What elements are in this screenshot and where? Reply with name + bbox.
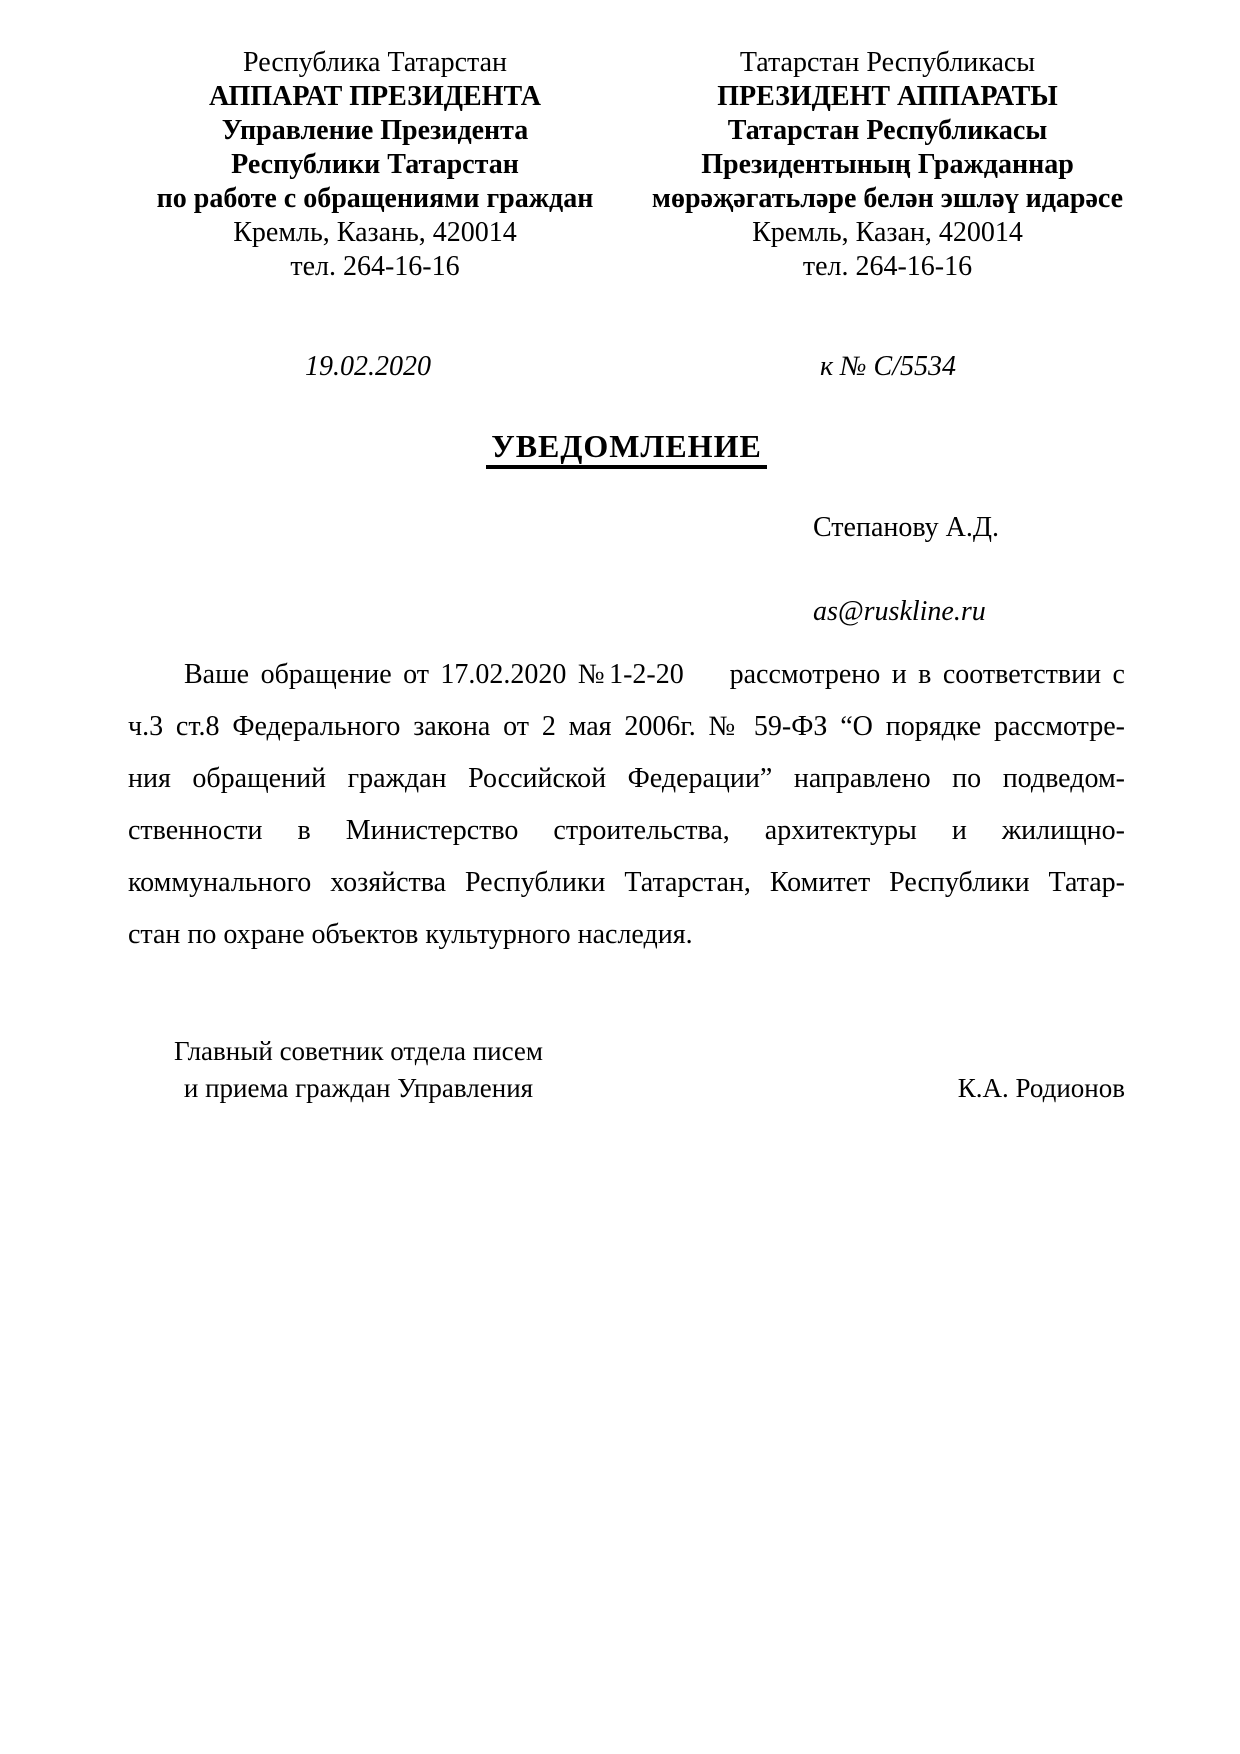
letterhead — [128, 46, 1125, 284]
letterhead-address: Кремль, Казан, 420014 — [752, 217, 1023, 248]
addressee-email: as@ruskline.ru — [813, 596, 986, 627]
signer-position-line: Главный советник отдела писем — [174, 1036, 543, 1066]
letterhead-russian — [128, 46, 622, 284]
document-title: УВЕДОМЛЕНИЕ — [486, 428, 767, 469]
letterhead-line: ПРЕЗИДЕНТ АППАРАТЫ — [717, 81, 1058, 112]
document-number: к № С/5534 — [820, 351, 956, 382]
letterhead-line: Республика Татарстан — [242, 47, 508, 78]
letterhead-line: Управление Президента — [221, 115, 529, 146]
body-line: ч.3 ст.8 Федерального закона от 2 мая 2006г. № 59-ФЗ “О порядке рассмотре- — [128, 711, 1125, 742]
document-date: 19.02.2020 — [305, 351, 431, 382]
letterhead-line: Татарстан Республикасы — [727, 115, 1048, 146]
body-text — [128, 649, 1125, 961]
signer-position — [174, 1033, 543, 1107]
letterhead-line: мөрәҗәгатьләре белән эшләү идарәсе — [651, 183, 1124, 214]
signature-block — [128, 1033, 1125, 1107]
letterhead-address: Кремль, Казань, 420014 — [233, 217, 517, 248]
letterhead-tatar — [636, 46, 1139, 284]
body-line: стан по охране объектов культурного наследия. — [128, 919, 693, 950]
letterhead-line: по работе с обращениями граждан — [156, 183, 594, 214]
body-line: ственности в Министерство строительства, архитектуры и жилищно- — [128, 815, 1125, 846]
letterhead-phone: тел. 264-16-16 — [290, 251, 460, 282]
letterhead-line: Татарстан Республикасы — [739, 47, 1036, 78]
body-line: ния обращений граждан Российской Федерации” направлено по подведом- — [128, 763, 1125, 794]
signer-position-line: и приема граждан Управления — [183, 1073, 534, 1103]
letterhead-line: Президентының Гражданнар — [701, 149, 1074, 180]
letterhead-line: Республики Татарстан — [231, 149, 519, 180]
body-line: Ваше обращение от 17.02.2020 №1-2-20 рассмотрено и в соответствии с — [184, 659, 1125, 690]
letterhead-phone: тел. 264-16-16 — [802, 251, 973, 282]
addressee-block — [128, 511, 1125, 629]
reference-line — [128, 350, 1125, 384]
body-line: коммунального хозяйства Республики Татарстан, Комитет Республики Татар- — [128, 867, 1125, 898]
letterhead-line: АППАРАТ ПРЕЗИДЕНТА — [209, 81, 541, 112]
addressee-name: Степанову А.Д. — [813, 512, 999, 543]
signer-name: К.А. Родионов — [957, 1073, 1125, 1103]
title-row — [128, 428, 1125, 469]
